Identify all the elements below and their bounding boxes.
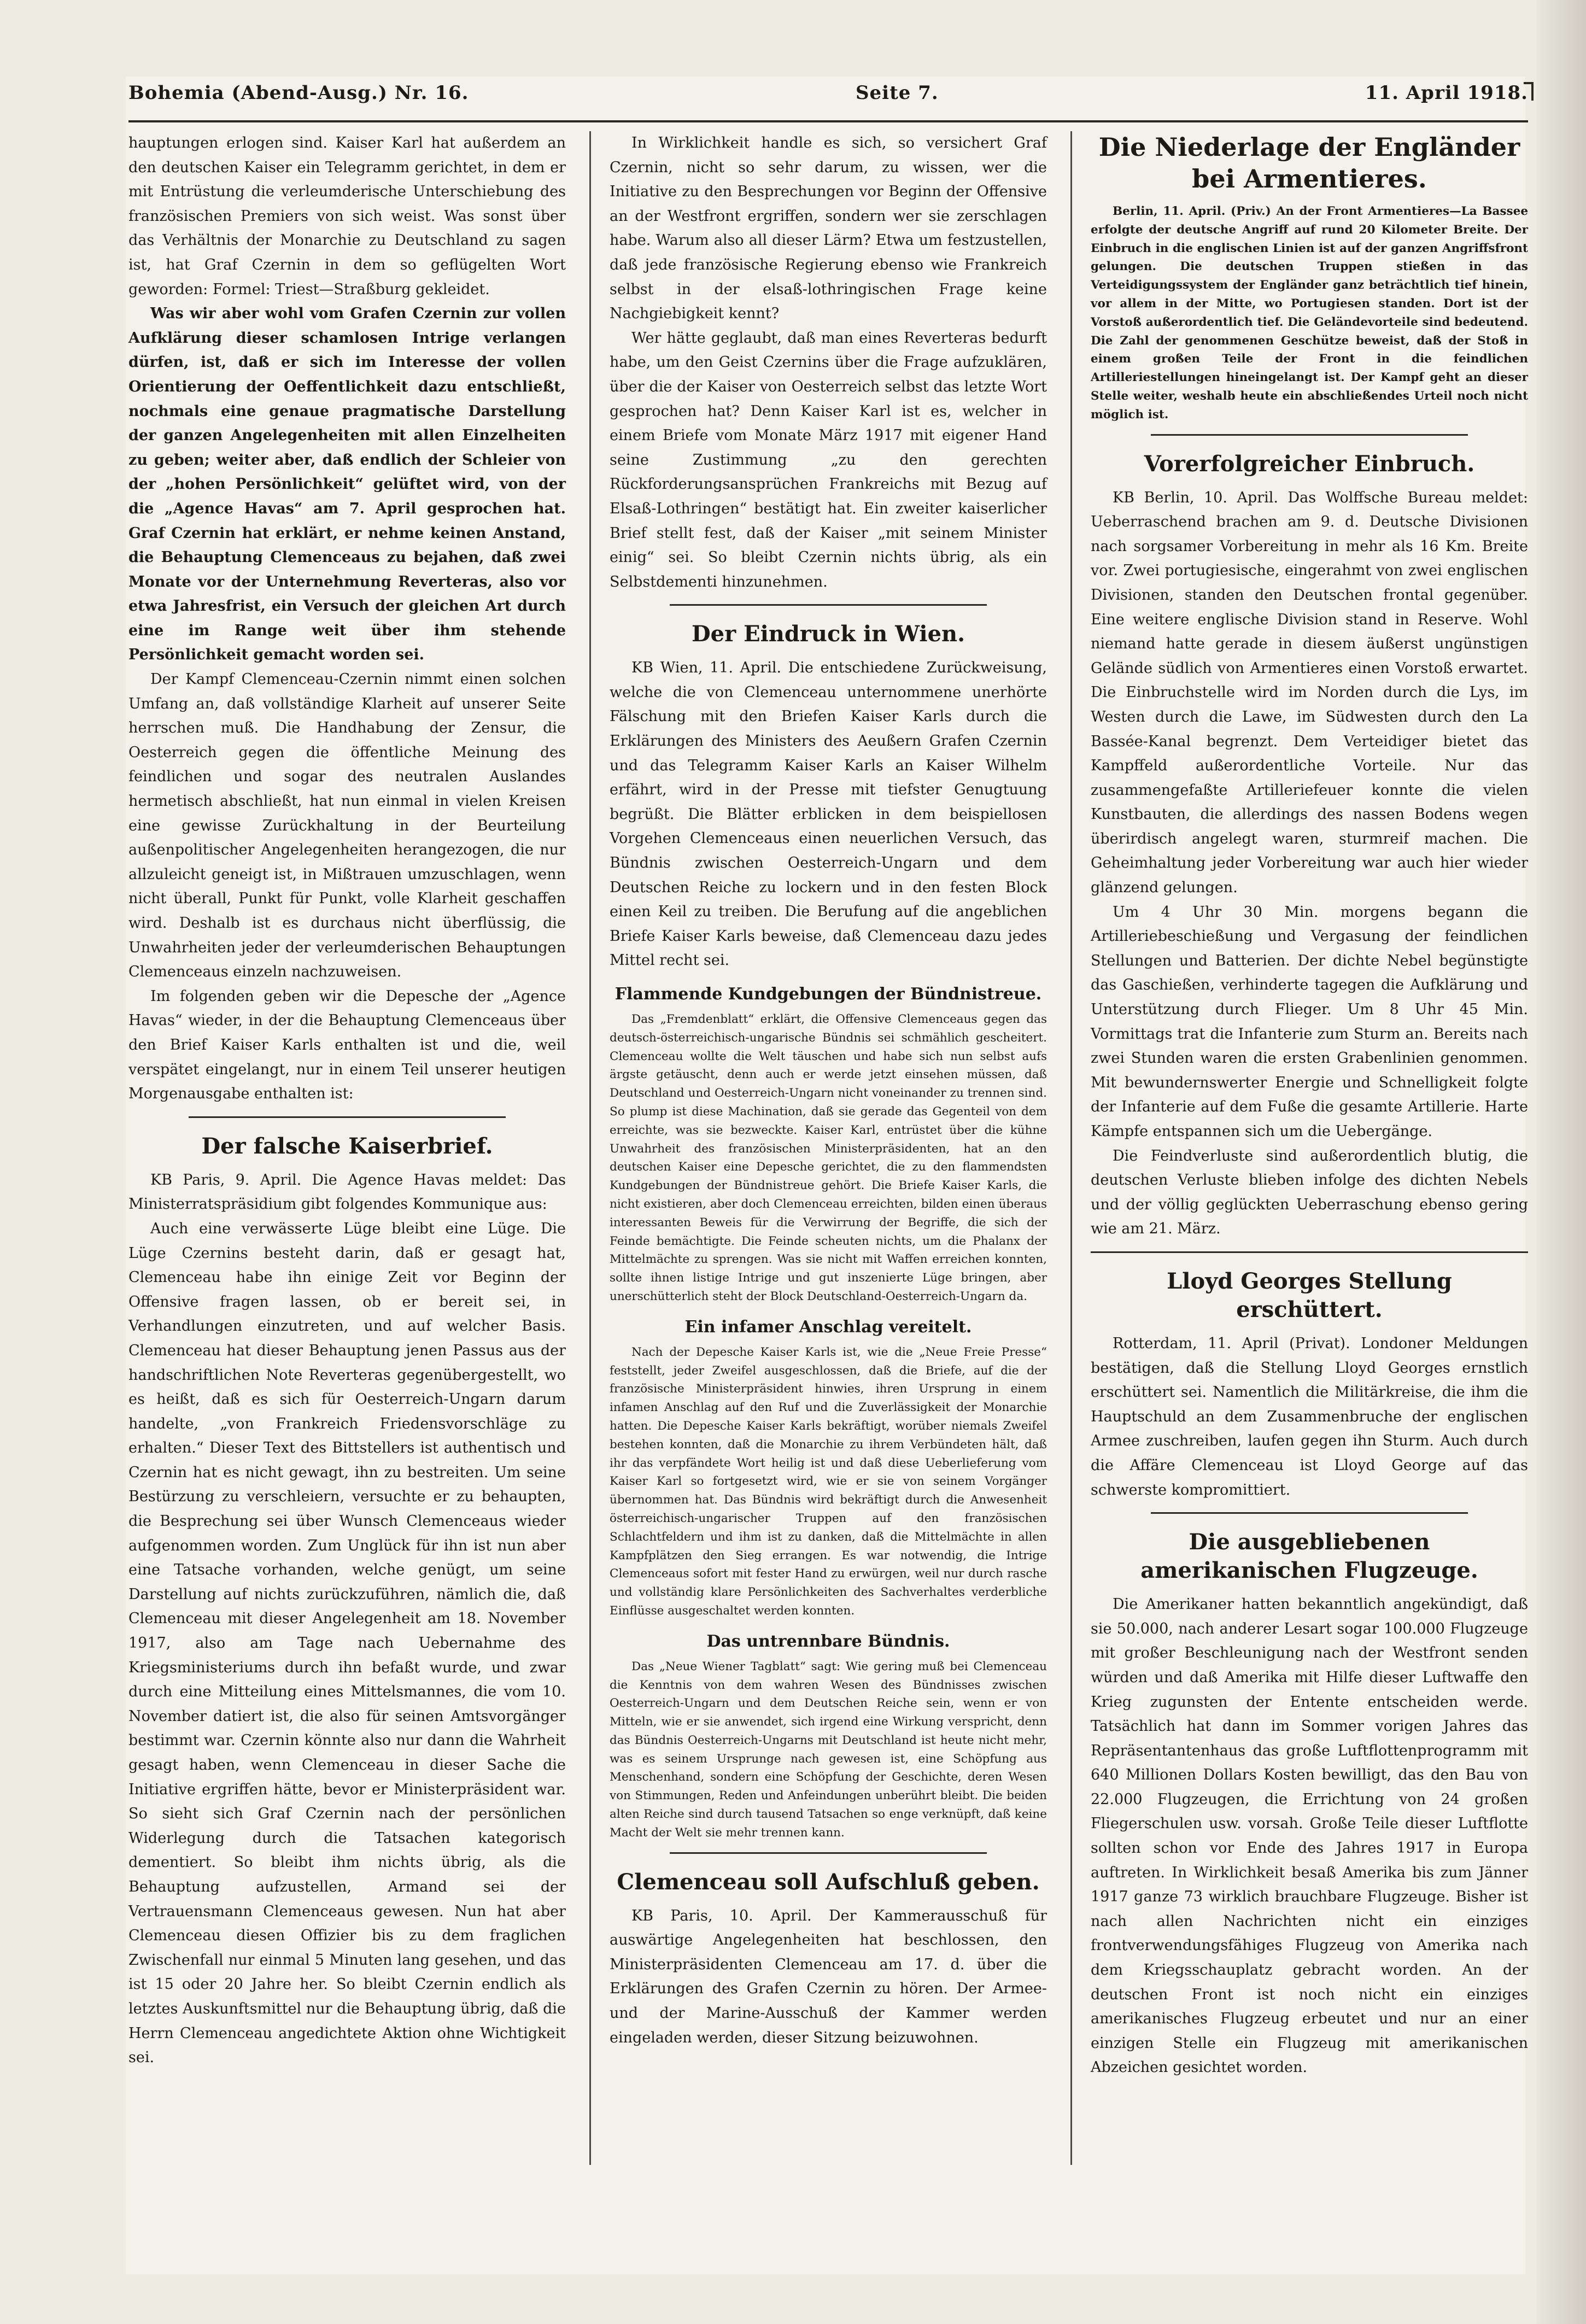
col2-paragraph-3: KB Wien, 11. April. Die entschiedene Zurückweisung, welche die von Clemenceau unternommene unerhörte Fälschung mit den Briefen Kaiser Karls durch die Erklärungen des Ministers des Aeußern Grafen Czernin und das Telegramm Kaiser Karls an Kaiser Wilhelm erfährt, wird in der Presse mit tiefster Genugtuung begrüßt. Die Blätter erblicken in dem beispiellosen Vorgehen Clemenceaus einen neuerlichen Versuch, das Bündnis zwischen Oesterreich-Ungarn und dem Deutschen Reiche zu lockern und in den festen Block einen Keil zu treiben. Die Berufung auf die angeblichen Briefe Kaiser Karls beweise, daß Clemenceau dazu jedes Mittel recht sei. bbox=[610, 659, 1047, 969]
col1-separator bbox=[189, 1116, 506, 1118]
col2-separator-1 bbox=[670, 604, 987, 606]
header-publication: Bohemia (Abend-Ausg.) Nr. 16. bbox=[128, 82, 469, 104]
page-edge-shadow bbox=[1537, 0, 1586, 2324]
col3-paragraph-3: Die Feindverluste sind außerordentlich blutig, die deutschen Verluste blieben infolge des dichten Nebels und der völlig geglückten Ueberraschung ebenso gering wie am 21. März. bbox=[1091, 1147, 1528, 1238]
col2-separator-2 bbox=[670, 1852, 987, 1854]
page-header bbox=[128, 82, 1528, 115]
col1-paragraph-5: KB Paris, 9. April. Die Agence Havas meldet: Das Ministerratspräsidium gibt folgendes Kommunique aus: bbox=[128, 1171, 566, 1213]
col2-headline-vienna: Der Eindruck in Wien. bbox=[691, 621, 965, 647]
column-2 bbox=[610, 131, 1047, 2165]
col2-paragraph-2: Wer hätte geglaubt, daß man eines Reverteras bedurft habe, um den Geist Czernins über die Frage aufzuklären, über die der Kaiser von Oesterreich selbst das letzte Wort gesprochen hat? Denn Kaiser Karl ist es, welcher in einem Briefe vom Monate März 1917 mit eigener Hand seine Zustimmung „zu den gerechten Rückforderungsansprüchen Frankreichs mit Bezug auf Elsaß-Lothringen“ bestätigt hat. Ein zweiter kaiserlicher Brief stellt fest, daß der Kaiser „mit seinem Minister einig“ sei. So bleibt Czernin nichts übrig, als ein Selbstdementi hinzunehmen. bbox=[610, 329, 1047, 590]
header-page-number: Seite 7. bbox=[856, 82, 939, 104]
col2-subheadline-inseparable: Das untrennbare Bündnis. bbox=[706, 1631, 950, 1651]
column-3 bbox=[1091, 131, 1528, 2165]
column-1 bbox=[128, 131, 566, 2165]
col1-paragraph-3: Der Kampf Clemenceau-Czernin nimmt einen solchen Umfang an, daß vollständige Klarheit auf unserer Seite herrschen muß. Die Handhabung der Zensur, die Oesterreich gegen die öffentliche Meinung des feindlichen und sogar des neutralen Auslandes hermetisch abschließt, hat nun einmal in vielen Kreisen eine gewisse Zurückhaltung in der Beurteilung außenpolitischer Angelegenheiten herangezogen, die nur allzuleicht geneigt ist, in Mißtrauen umzuschlagen, wenn nicht überall, Punkt für Punkt, volle Klarheit geschaffen wird. Deshalb ist es durchaus nicht überflüssig, die Unwahrheiten jeder der verleumderischen Behauptungen Clemenceaus einzeln nachzuweisen. bbox=[128, 671, 566, 981]
col3-headline-breakthrough: Vorerfolgreicher Einbruch. bbox=[1144, 450, 1475, 477]
col1-paragraph-6: Auch eine verwässerte Lüge bleibt eine Lüge. Die Lüge Czernins besteht darin, daß er gesagt hat, Clemenceau habe ihn einige Zeit vor Beginn der Offensive fragen lassen, ob er bereit sei, in Verhandlungen einzutreten, und auf welcher Basis. Clemenceau hat dieser Behauptung jenen Passus aus der handschriftlichen Note Reverteras gegenübergestellt, wo es heißt, daß es sich für Oesterreich-Ungarn darum handelte, „von Frankreich Friedensvorschläge zu erhalten.“ Dieser Text des Bittstellers ist authentisch und Czernin hat es nicht gewagt, ihn zu bestreiten. Um seine Bestürzung zu verschleiern, versuchte er zu behaupten, die Besprechung sei über Wunsch Clemenceaus wieder aufgenommen worden. Zum Unglück für ihn ist nun aber eine Tatsache vorhanden, welche genügt, um seine Darstellung auf nichts zurückzuführen, nämlich die, daß Clemenceau mit dieser Angelegenheit am 18. November 1917, also am Tage nach Uebernahme des Kriegsministeriums durch ihn befaßt wurde, und zwar durch eine Mitteilung eines Mittelsmannes, die vom 10. November datiert ist, die also für seinen Amtsvorgänger bestimmt war. Czernin könnte also nur dann die Wahrheit gesagt haben, wenn Clemenceau in dieser Sache die Initiative ergriffen hätte, bevor er Ministerpräsident war. So sieht sich Graf Czernin nach der persönlichen Widerlegung durch die Tatsachen kategorisch dementiert. So bleibt ihm nichts übrig, als die Behauptung aufzustellen, Armand sei der Vertrauensmann Clemenceaus gewesen. Nun hat aber Clemenceau diesen Offizier bis zu dem fraglichen Zwischenfall nur einmal 5 Minuten lang gesehen, und das ist 15 oder 20 Jahre her. So bleibt Czernin endlich als letztes Auskunftsmittel nur die Behauptung übrig, daß die Herrn Clemenceau angedichtete Aktion ohne Wichtigkeit sei. bbox=[128, 1220, 566, 2067]
col3-paragraph-2: Um 4 Uhr 30 Min. morgens begann die Artilleriebeschießung und Vergasung der feindlichen Stellungen und Batterien. Der dichte Nebel begünstigte das Gaschießen, verhinderte tagegen die Aufklärung und Unterstützung durch Flieger. Um 8 Uhr 45 Min. Vormittags trat die Infanterie zum Sturm an. Bereits nach zwei Stunden waren die ersten Grabenlinien genommen. Mit bewundernswerter Energie und Schnelligkeit folgte der Infanterie auf dem Fuße die gesamte Artillerie. Harte Kämpfe entspannen sich um die Uebergänge. bbox=[1091, 903, 1528, 1140]
column-rule-2 bbox=[1070, 131, 1072, 2165]
col3-paragraph-4: Rotterdam, 11. April (Privat). Londoner Meldungen bestätigen, daß die Stellung Lloyd Georges ernstlich erschüttert sei. Namentlich die Militärkreise, die ihm die Hauptschuld an dem Zusammenbruche der englischen Armee zuschreiben, laufen gegen ihn Sturm. Auch durch die Affäre Clemenceau ist Lloyd George auf das schwerste kompromittiert. bbox=[1091, 1334, 1528, 1498]
col2-headline-clemenceau: Clemenceau soll Aufschluß geben. bbox=[617, 1869, 1040, 1895]
col3-separator-2 bbox=[1091, 1251, 1528, 1253]
column-rule-1 bbox=[589, 131, 591, 2165]
col3-headline-lloyd-george: Lloyd Georges Stellung erschüttert. bbox=[1167, 1268, 1452, 1322]
col3-paragraph-5: Die Amerikaner hatten bekanntlich angekündigt, daß sie 50.000, nach anderer Lesart sogar 100.000 Flugzeuge mit großer Beschleunigung nach der Westfront senden würden und daß Amerika mit Hilfe dieser Luftwaffe den Krieg zugunsten der Entente entscheiden werde. Tatsächlich hat dann im Sommer vorigen Jahres das Repräsentantenhaus das große Luftflottenprogramm mit 640 Millionen Dollars Kosten bewilligt, das den Bau von 22.000 Flugzeugen, die Errichtung von 24 großen Fliegerschulen usw. vorsah. Große Teile dieser Luftflotte sollten schon vor Ende des Jahres 1917 in Europa auftreten. In Wirklichkeit besaß Amerika bis zum Jänner 1917 ganze 73 wirklich brauchbare Flugzeuge. Bisher ist nach allen Nachrichten nicht ein einziges frontverwendungsfähiges Flugzeug von Amerika nach dem Kriegsschauplatz gebracht worden. An der deutschen Front ist noch nicht ein einziges amerikanisches Flugzeug erbeutet und nur an einer einzigen Stelle ein Flugzeug mit amerikanischen Abzeichen gesichtet worden. bbox=[1091, 1596, 1528, 2076]
header-rule bbox=[128, 120, 1528, 122]
col3-separator-3 bbox=[1151, 1512, 1468, 1514]
col1-paragraph-2: Was wir aber wohl vom Grafen Czernin zur vollen Aufklärung dieser schamlosen Intrige verlangen dürfen, ist, daß er sich im Interesse der vollen Orientierung der Oeffentlichkeit dazu entschließt, nochmals eine genaue pragmatische Darstellung der ganzen Angelegenheiten mit allen Einzelheiten zu geben; weiter aber, daß endlich der Schleier von der „hohen Persönlichkeit“ gelüftet wird, von der die „Agence Havas“ am 7. April gesprochen hat. Graf Czernin hat erklärt, er nehme keinen Anstand, die Behauptung Clemenceaus zu bejahen, daß zwei Monate vor der Unternehmung Reverteras, also vor etwa Jahresfrist, ein Versuch der gleichen Art durch eine im Range weit über ihm stehende Persönlichkeit gemacht worden sei. bbox=[128, 305, 566, 664]
col2-paragraph-1: In Wirklichkeit handle es sich, so versichert Graf Czernin, nicht so sehr darum, zu wissen, wer die Initiative zu den Besprechungen vor Beginn der Offensive an der Westfront ergriffen, sondern wer sie zerschlagen habe. Warum also all dieser Lärm? Etwa um festzustellen, daß jede französische Regierung ebenso wie Frankreich selbst in der elsaß-lothringischen Frage keine Nachgiebigkeit kennt? bbox=[610, 134, 1047, 323]
col2-small-paragraph-3: Das „Neue Wiener Tagblatt“ sagt: Wie gering muß bei Clemenceau die Kenntnis von dem wahren Wesen des Bündnisses zwischen Oesterreich-Ungarn und dem Deutschen Reiche sein, wenn er von Mitteln, wie er sie anwendet, sich irgend eine Wirkung verspricht, denn das Bündnis Oesterreich-Ungarns mit Deutschland ist heute nicht mehr, was es seinem Ursprunge nach gewesen ist, eine Schöpfung aus Menschenhand, sondern eine Schöpfung der Geschichte, deren Wesen von Stimmungen, Reden und Anfeindungen unberührt bleibt. Die beiden alten Reiche sind durch tausend Tatsachen so enge verknüpft, daß keine Macht der Welt sie mehr trennen kann. bbox=[610, 1659, 1047, 1840]
col2-small-paragraph-2: Nach der Depesche Kaiser Karls ist, wie die „Neue Freie Presse“ feststellt, jeder Zweifel ausgeschlossen, daß die Briefe, auf die der französische Ministerpräsident hinwies, ihren Ursprung in einem infamen Anschlag auf den Ruf und die Zuverlässigkeit der Monarchie hatten. Die Depesche Kaiser Karls bekräftigt, worüber niemals Zweifel bestehen konnten, daß die Monarchie zu ihrem Verbündeten hält, daß ihr das verpfändete Wort heilig ist und daß diese Ueberlieferung vom Kaiser Karl so fortgesetzt wird, wie er sie von seinem Vorgänger übernommen hat. Das Bündnis wird bekräftigt durch die Anwesenheit österreichisch-ungarischer Truppen auf den französischen Schlachtfeldern und ihm ist zu danken, daß die Mittelmächte in allen Kampfplätzen den Sieg errangen. Es war notwendig, die Intrige Clemenceaus sofort mit fester Hand zu erwürgen, weil nur durch rasche und vollständig klare Persönlichkeiten des Sachverhaltes verderbliche Einflüsse ausgeschaltet werden konnten. bbox=[610, 1345, 1047, 1618]
col1-paragraph-1: hauptungen erlogen sind. Kaiser Karl hat außerdem an den deutschen Kaiser ein Telegramm gerichtet, in dem er mit Entrüstung die verleumderische Unterschiebung des französischen Premiers von sich weist. Was sonst über das Verhältnis der Monarchie zu Deutschland zu sagen ist, hat Graf Czernin in dem so geflügelten Wort geworden: Formel: Triest—Straßburg gekleidet. bbox=[128, 134, 566, 298]
col1-paragraph-4: Im folgenden geben wir die Depesche der „Agence Havas“ wieder, in der die Behauptung Clemenceaus über den Brief Kaiser Karls enthalten ist und die, weil verspätet eingelangt, nur in einem Teil unserer heutigen Morgenausgabe enthalten ist: bbox=[128, 987, 566, 1103]
col2-small-paragraph-1: Das „Fremdenblatt“ erklärt, die Offensive Clemenceaus gegen das deutsch-österreichisch-ungarische Bündnis sei schmählich gescheitert. Clemenceau wollte die Welt täuschen und habe sich nun selbst aufs ärgste getäuscht, denn auch er werde jetzt einsehen müssen, daß Deutschland und Oesterreich-Ungarn nicht voneinander zu trennen sind. So plump ist diese Machination, daß sie gerade das Gegenteil von dem erreichte, was sie bezweckte. Kaiser Karl, entrüstet über die kühne Unwahrheit des französischen Ministerpräsidenten, hat an den deutschen Kaiser eine Depesche gerichtet, die zu den flammendsten Kundgebungen der Bündnistreue gehört. Die Briefe Kaiser Karls, die nicht existieren, aber doch Clemenceau erreichten, bilden einen überaus interessanten Beweis für die Verwirrung der Begriffe, die sich der Feinde bemächtigte. Die Feinde scheuten nichts, um die Phalanx der Mittelmächte zu sprengen. Was sie nicht mit Waffen erreichen konnten, sollte ihnen listige Intrige und gut inszenierte Lüge bringen, aber unerschütterlich steht der Block Deutschland-Oesterreich-Ungarn da. bbox=[610, 1012, 1047, 1303]
header-date: 11. April 1918. bbox=[1365, 82, 1528, 104]
col1-headline-false-letter: Der falsche Kaiserbrief. bbox=[201, 1133, 493, 1159]
col3-paragraph-1: KB Berlin, 10. April. Das Wolffsche Bureau meldet: Ueberraschend brachen am 9. d. Deutsche Divisionen nach sorgsamer Vorbereitung in mehr als 16 Km. Breite vor. Zwei portugiesische, eingerahmt von zwei englischen Divisionen, standen den Deutschen frontal gegenüber. Eine weitere englische Division stand in Reserve. Wohl niemand hatte gerade in diesem äußerst ungünstigen Gelände südlich von Armentieres einen Vorstoß erwartet. Die Einbruchstelle wird im Norden durch die Lys, im Westen durch die Lawe, im Südwesten durch den La Bassée-Kanal begrenzt. Dem Verteidiger bietet das Kampffeld außerordentliche Vorteile. Nur das zusammengefaßte Artilleriefeuer konnte die vielen Kunstbauten, die allerdings des nassen Bodens wegen überirdisch angelegt waren, sturmreif machen. Die Geheimhaltung jeder Vorbereitung war auch hier wieder glänzend gelungen. bbox=[1091, 489, 1528, 897]
corner-mark bbox=[1524, 82, 1534, 101]
col3-separator-1 bbox=[1151, 434, 1468, 436]
col3-headline-aircraft: Die ausgebliebenen amerikanischen Flugzeuge. bbox=[1140, 1529, 1478, 1584]
col2-subheadline-alliance: Flammende Kundgebungen der Bündnistreue. bbox=[614, 985, 1042, 1004]
col3-headline-defeat: Die Niederlage der Engländer bei Armentieres. bbox=[1098, 132, 1520, 194]
col3-small-paragraph-1: Berlin, 11. April. (Priv.) An der Front Armentieres—La Bassee erfolgte der deutsche Angriff auf rund 20 Kilometer Breite. Der Einbruch in die englischen Linien ist auf der ganzen Angriffsfront gelungen. Die deutschen Truppen stießen in das Verteidigungssystem der Engländer ganz beträchtlich tief hinein, vor allem in der Mitte, wo Portugiesen standen. Dort ist der Vorstoß außerordentlich tief. Die Geländevorteile sind bedeutend. Die Zahl der genommenen Geschütze beweist, daß der Stoß in einem großen Teile der Front in die feindlichen Artilleriestellungen hineingelangt ist. Der Kampf geht an dieser Stelle weiter, weshalb heute ein abschließendes Urteil noch nicht möglich ist. bbox=[1091, 204, 1528, 422]
col2-subheadline-plot: Ein infamer Anschlag vereitelt. bbox=[684, 1317, 972, 1337]
col2-paragraph-4: KB Paris, 10. April. Der Kammerausschuß für auswärtige Angelegenheiten hat beschlossen, den Ministerpräsidenten Clemenceau am 17. d. über die Erklärungen des Grafen Czernin zu hören. Der Armee- und der Marine-Ausschuß der Kammer werden eingeladen werden, dieser Sitzung beizuwohnen. bbox=[610, 1907, 1047, 2046]
